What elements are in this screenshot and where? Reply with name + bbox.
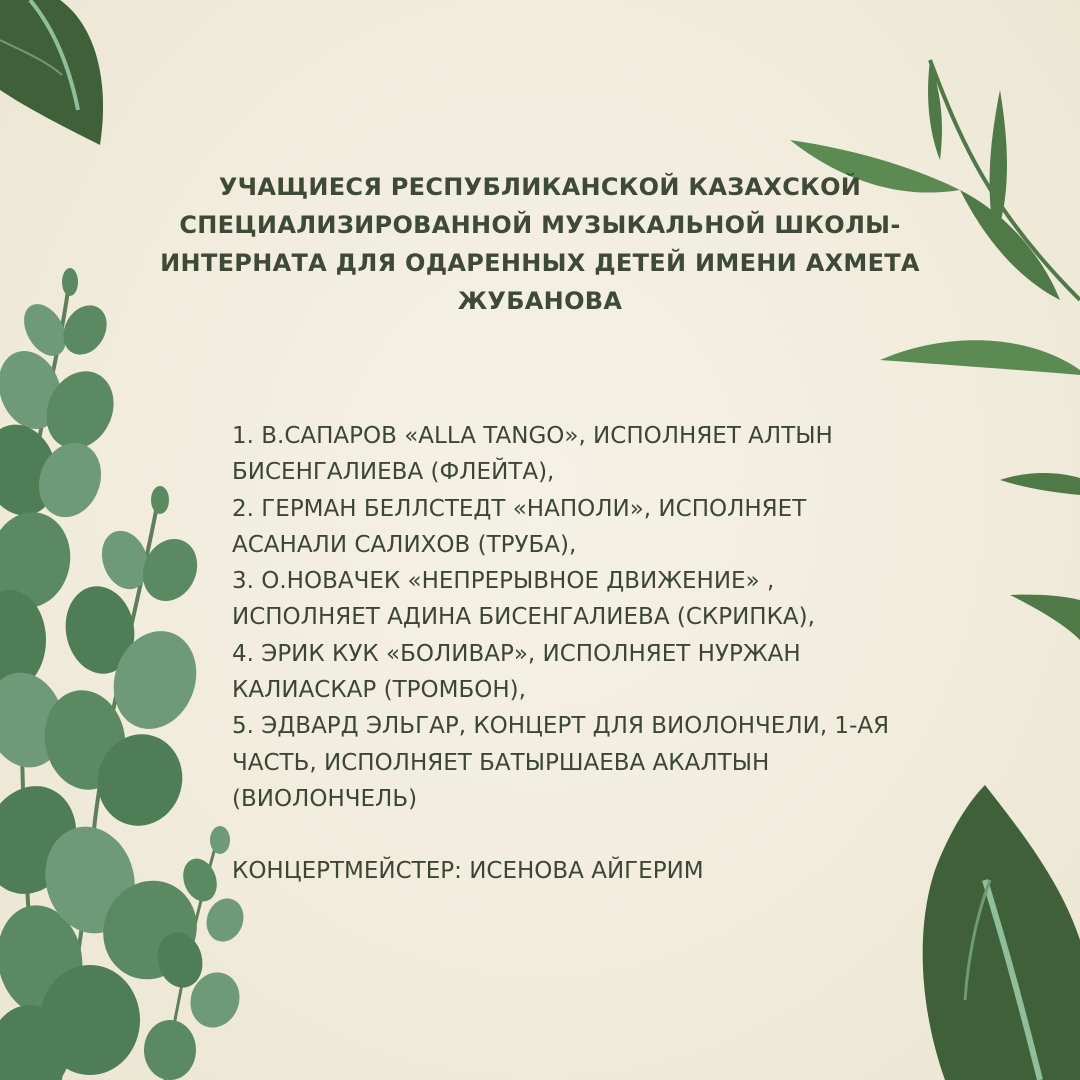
program-item: 3. О.НОВАЧЕК «НЕПРЕРЫВНОЕ ДВИЖЕНИЕ» , ИСПОЛНЯЕТ АДИНА БИСЕНГАЛИЕВА (СКРИПКА), [232, 568, 815, 631]
page-title: УЧАЩИЕСЯ РЕСПУБЛИКАНСКОЙ КАЗАХСКОЙ СПЕЦИАЛИЗИРОВАННОЙ МУЗЫКАЛЬНОЙ ШКОЛЫ-ИНТЕРНАТА ДЛЯ ОДАРЕННЫХ ДЕТЕЙ ИМЕНИ АХМЕТА ЖУБАНОВА [160, 173, 920, 315]
program-list [232, 418, 892, 817]
accompanist-line: КОНЦЕРТМЕЙСТЕР: ИСЕНОВА АЙГЕРИМ [232, 858, 704, 885]
program-item: 2. ГЕРМАН БЕЛЛСТЕДТ «НАПОЛИ», ИСПОЛНЯЕТ АСАНАЛИ САЛИХОВ (ТРУБА), [232, 495, 807, 558]
program-item: 5. ЭДВАРД ЭЛЬГАР, КОНЦЕРТ ДЛЯ ВИОЛОНЧЕЛИ, 1-АЯ ЧАСТЬ, ИСПОЛНЯЕТ БАТЫРШАЕВА АКАЛТЫН (ВИОЛОНЧЕЛЬ) [232, 713, 890, 812]
program-item: 1. В.САПАРОВ «ALLA TANGO», ИСПОЛНЯЕТ АЛТЫН БИСЕНГАЛИЕВА (ФЛЕЙТА), [232, 423, 833, 486]
top-left-leaf-icon [0, 0, 103, 145]
bottom-right-leaf-icon [923, 785, 1080, 1080]
left-eucalyptus-branch-icon [0, 268, 249, 1080]
concert-program [232, 418, 892, 890]
program-item: 4. ЭРИК КУК «БОЛИВАР», ИСПОЛНЯЕТ НУРЖАН КАЛИАСКАР (ТРОМБОН), [232, 640, 801, 704]
